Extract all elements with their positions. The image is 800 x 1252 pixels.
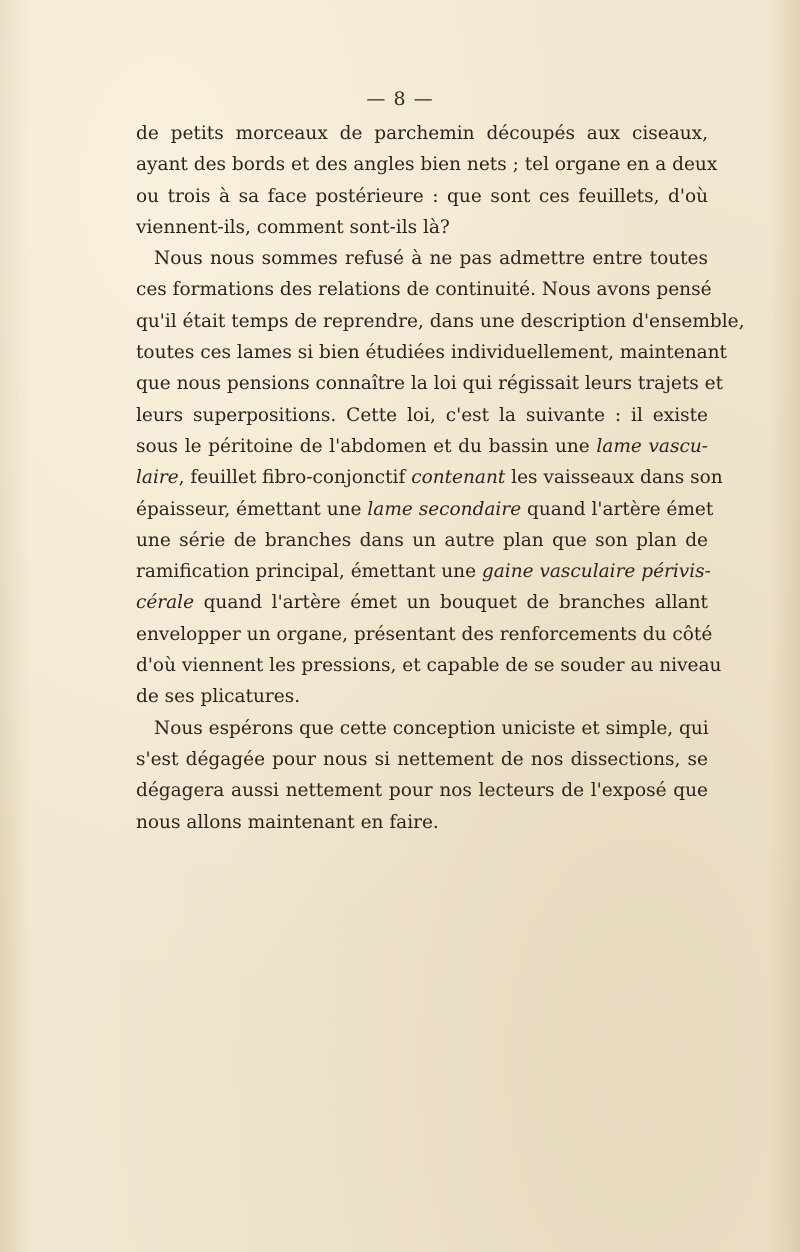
paragraph bbox=[136, 118, 718, 243]
body-text bbox=[136, 118, 745, 838]
text-segment: épaisseur, émettant une bbox=[136, 498, 368, 520]
text-line bbox=[136, 118, 708, 149]
italic-term: lame secondaire bbox=[367, 498, 522, 520]
text-line bbox=[136, 587, 708, 618]
text-line bbox=[136, 650, 722, 681]
page-number: — 8 — bbox=[366, 88, 434, 110]
text-segment: s'est dégagée pour nous si nettement de nos dissections, se bbox=[136, 748, 708, 770]
text-segment: Nous nous sommes refusé à ne pas admettre entre toutes bbox=[154, 248, 708, 270]
text-line bbox=[136, 149, 718, 180]
text-segment: une série de branches dans un autre plan que son plan de bbox=[136, 529, 708, 551]
text-line bbox=[136, 807, 708, 838]
text-line bbox=[136, 775, 708, 806]
text-line bbox=[136, 713, 708, 744]
text-segment: sous le péritoine de l'abdomen et du bassin une bbox=[136, 435, 597, 457]
text-segment: que nous pensions connaître la loi qui régissait leurs trajets et bbox=[136, 373, 724, 395]
paragraph bbox=[136, 713, 708, 838]
paragraph bbox=[136, 243, 745, 712]
italic-term: laire bbox=[136, 467, 179, 489]
italic-term: lame vascu- bbox=[596, 435, 708, 457]
text-line bbox=[136, 181, 708, 212]
text-line bbox=[136, 400, 708, 431]
text-line bbox=[136, 431, 708, 462]
text-line bbox=[136, 212, 708, 243]
text-line bbox=[136, 368, 724, 399]
text-segment: de ses plicatures. bbox=[136, 686, 301, 708]
text-segment: quand l'artère émet bbox=[521, 498, 714, 520]
text-line bbox=[136, 306, 745, 337]
text-segment: viennent-ils, comment sont-ils là? bbox=[136, 216, 450, 238]
text-line bbox=[136, 525, 708, 556]
text-segment: toutes ces lames si bien étudiées individuellement, maintenant bbox=[136, 342, 727, 364]
text-segment: qu'il était temps de reprendre, dans une description d'ensemble, bbox=[136, 310, 745, 332]
text-segment: leurs superpositions. Cette loi, c'est la suivante : il existe bbox=[136, 404, 708, 426]
italic-term: contenant bbox=[411, 467, 506, 489]
text-line bbox=[136, 744, 708, 775]
text-segment: , feuillet fibro-conjonctif bbox=[178, 467, 412, 489]
italic-term: cérale bbox=[136, 592, 195, 614]
text-segment: d'où viennent les pressions, et capable de se souder au niveau bbox=[136, 655, 722, 677]
text-segment: ou trois à sa face postérieure : que sont ces feuillets, d'où bbox=[136, 185, 708, 207]
text-line bbox=[136, 462, 723, 493]
text-segment: ces formations des relations de continuité. Nous avons pensé bbox=[136, 279, 712, 301]
text-segment: envelopper un organe, présentant des renforcements du côté bbox=[136, 623, 713, 645]
text-line bbox=[136, 619, 713, 650]
text-segment: les vaisseaux dans son bbox=[505, 467, 723, 489]
text-line bbox=[136, 274, 712, 305]
text-line bbox=[136, 337, 727, 368]
text-segment: de petits morceaux de parchemin découpés aux ciseaux, bbox=[136, 123, 708, 144]
text-segment: quand l'artère émet un bouquet de branches allant bbox=[194, 592, 708, 614]
text-segment: ayant des bords et des angles bien nets ; tel organe en a deux bbox=[136, 154, 718, 176]
text-line bbox=[136, 243, 708, 274]
text-line bbox=[136, 681, 708, 712]
text-segment: dégagera aussi nettement pour nos lecteurs de l'exposé que bbox=[136, 780, 708, 802]
text-line bbox=[136, 494, 714, 525]
text-segment: Nous espérons que cette conception uniciste et simple, qui bbox=[154, 717, 709, 739]
text-segment: nous allons maintenant en faire. bbox=[136, 811, 439, 833]
text-segment: ramification principal, émettant une bbox=[136, 561, 482, 583]
text-line bbox=[136, 556, 711, 587]
italic-term: gaine vasculaire périvis- bbox=[481, 561, 711, 583]
